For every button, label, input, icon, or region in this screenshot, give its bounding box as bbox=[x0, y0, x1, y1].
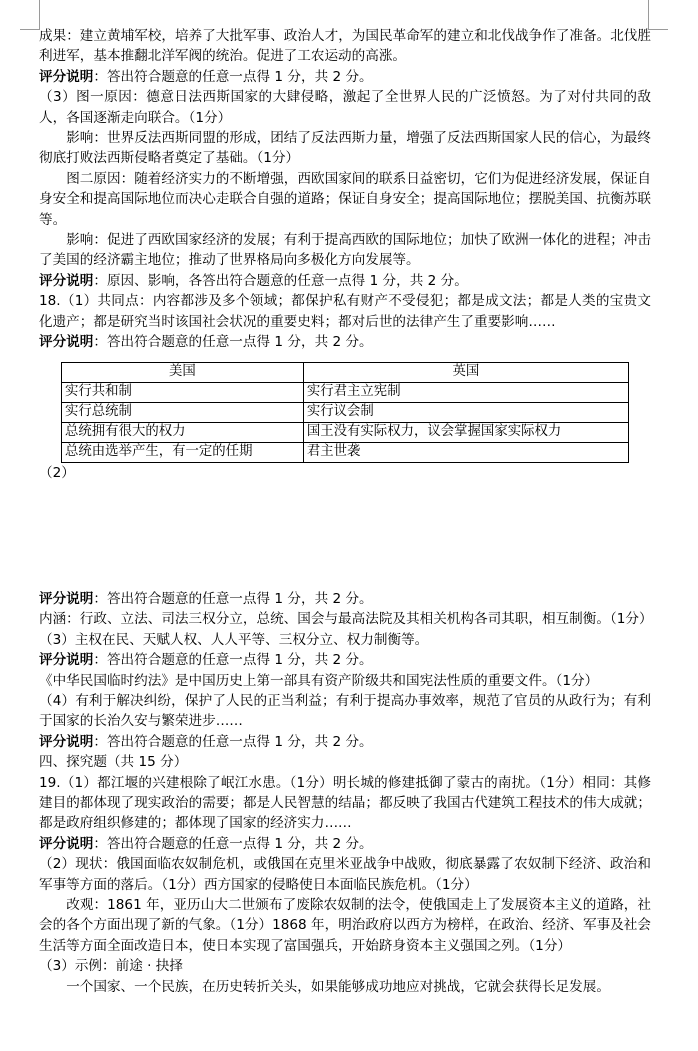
paragraph-text: 18.（1）共同点：内容都涉及多个领域；都保护私有财产不受侵犯；都是成文法；都是人类的宝贵文化遗产；都是研究当时该国社会状况的重要史料；都对后世的法律产生了重要影响…… bbox=[39, 293, 651, 330]
table-cell: 实行君主立宪制 bbox=[303, 382, 628, 402]
answer-paragraph bbox=[39, 230, 651, 271]
paragraph-text: （4）有利于解决纠纷，保护了人民的正当利益；有利于提高办事效率，规范了官员的从政行为；有利于国家的长治久安与繁荣进步…… bbox=[39, 692, 651, 730]
scoring-note-label: 评分说明 bbox=[39, 835, 94, 852]
answer-paragraph bbox=[39, 630, 651, 650]
paragraph-text: 《中华民国临时约法》是中国历史上第一部具有资产阶级共和国宪法性质的重要文件。（1分） bbox=[39, 672, 599, 689]
scoring-note-label: 评分说明 bbox=[39, 272, 94, 289]
scoring-note bbox=[39, 332, 651, 352]
scoring-note-label: 评分说明 bbox=[39, 733, 94, 750]
scoring-note-label: 评分说明 bbox=[39, 652, 94, 669]
answer-paragraph bbox=[39, 671, 651, 691]
answer-paragraph bbox=[39, 87, 651, 128]
table-row bbox=[62, 422, 629, 442]
scoring-note bbox=[39, 67, 651, 87]
paragraph-text: （3）示例：前途 · 抉择 bbox=[39, 958, 183, 975]
table-cell: 实行议会制 bbox=[303, 402, 628, 422]
scoring-note-label: 评分说明 bbox=[39, 334, 94, 351]
scoring-note bbox=[39, 271, 651, 291]
answer-section-bottom bbox=[39, 589, 651, 997]
paragraph-text: ：答出符合题意的任意一点得 1 分，共 2 分。 bbox=[93, 68, 373, 85]
answer-document bbox=[39, 26, 651, 997]
paragraph-text: 一个国家、一个民族，在历史转折关头，如果能够成功地应对挑战，它就会获得长足发展。 bbox=[66, 978, 610, 995]
table-row bbox=[62, 402, 629, 422]
blank-space bbox=[39, 483, 651, 589]
paragraph-text: 19.（1）都江堰的兴建根除了岷江水患。（1分）明长城的修建抵御了蒙古的南扰。（1分）相同：其修建目的都体现了现实政治的需要；都是人民智慧的结晶；都反映了我国古代建筑工程技术的伟大成就；都是政府组织修建的；都体现了国家的经济实力…… bbox=[39, 774, 651, 832]
answer-paragraph bbox=[39, 895, 651, 956]
table-caption: （2） bbox=[39, 464, 75, 481]
answer-paragraph bbox=[39, 291, 651, 332]
paragraph-text: 四、探究题（共 15 分） bbox=[39, 754, 188, 771]
crop-mark-top-right bbox=[648, 0, 668, 30]
paragraph-text: ：答出符合题意的任意一点得 1 分，共 2 分。 bbox=[93, 590, 373, 607]
paragraph-text: ：答出符合题意的任意一点得 1 分，共 2 分。 bbox=[93, 652, 373, 669]
answer-paragraph bbox=[39, 169, 651, 230]
scoring-note-label: 评分说明 bbox=[39, 68, 94, 85]
paragraph-text: 影响：世界反法西斯同盟的形成，团结了反法西斯力量，增强了反法西斯国家人民的信心，为最终彻底打败法西斯侵略者奠定了基础。（1分） bbox=[39, 130, 651, 167]
answer-paragraph bbox=[39, 128, 651, 169]
answer-paragraph bbox=[39, 773, 651, 834]
table-header-usa: 美国 bbox=[62, 362, 304, 382]
answer-paragraph bbox=[39, 691, 651, 732]
table-row bbox=[62, 382, 629, 402]
table-cell: 实行共和制 bbox=[62, 382, 304, 402]
table-cell: 总统由选举产生，有一定的任期 bbox=[62, 442, 304, 462]
answer-paragraph bbox=[39, 26, 651, 67]
answer-paragraph bbox=[39, 977, 651, 997]
answer-paragraph bbox=[39, 752, 651, 772]
paragraph-text: （3）主权在民、天赋人权、人人平等、三权分立、权力制衡等。 bbox=[39, 631, 429, 648]
paragraph-text: （3）图一原因：德意日法西斯国家的大肆侵略，激起了全世界人民的广泛愤怒。为了对付共同的敌人，各国逐渐走向联合。（1分） bbox=[39, 89, 651, 126]
scoring-note bbox=[39, 732, 651, 752]
scoring-note-label: 评分说明 bbox=[39, 590, 94, 607]
answer-paragraph bbox=[39, 956, 651, 976]
answer-section-top bbox=[39, 26, 651, 353]
paragraph-text: 图二原因：随着经济实力的不断增强，西欧国家间的联系日益密切，它们为促进经济发展，保证自身安全和提高国际地位而决心走联合自强的道路；保证自身安全；提高国际地位；摆脱美国、抗衡苏联等。 bbox=[39, 170, 651, 228]
scoring-note bbox=[39, 834, 651, 854]
paragraph-text: （2）现状：俄国面临农奴制危机，或俄国在克里米亚战争中战败，彻底暴露了农奴制下经济、政治和军事等方面的落后。（1分）西方国家的侵略使日本面临民族危机。（1分） bbox=[39, 856, 651, 893]
paragraph-text: 内涵：行政、立法、司法三权分立，总统、国会与最高法院及其相关机构各司其职，相互制衡。（1分） bbox=[39, 611, 653, 628]
paragraph-text: 改观：1861 年，亚历山大二世颁布了废除农奴制的法令，使俄国走上了发展资本主义的道路，社会的各个方面出现了新的气象。（1分）1868 年，明治政府以西方为榜样，在政治、经济、军事及社会生活等方面全面改造日本，使日本实现了富国强兵，开始跻身资本主义强国之列。（1分） bbox=[39, 897, 651, 954]
paragraph-text: ：原因、影响，各答出符合题意的任意一点得 1 分，共 2 分。 bbox=[93, 272, 468, 289]
paragraph-text: ：答出符合题意的任意一点得 1 分，共 2 分。 bbox=[93, 835, 373, 852]
crop-mark-top-left bbox=[20, 0, 40, 30]
paragraph-text: ：答出符合题意的任意一点得 1 分，共 2 分。 bbox=[93, 334, 373, 351]
comparison-table bbox=[61, 362, 629, 463]
table-cell: 君主世袭 bbox=[303, 442, 628, 462]
table-cell: 总统拥有很大的权力 bbox=[62, 422, 304, 442]
scoring-note bbox=[39, 589, 651, 609]
paragraph-text: ：答出符合题意的任意一点得 1 分，共 2 分。 bbox=[93, 733, 373, 750]
table-cell: 国王没有实际权力，议会掌握国家实际权力 bbox=[303, 422, 628, 442]
answer-paragraph bbox=[39, 854, 651, 895]
scoring-note bbox=[39, 650, 651, 670]
table-row bbox=[62, 442, 629, 462]
table-cell: 实行总统制 bbox=[62, 402, 304, 422]
table-header-uk: 英国 bbox=[303, 362, 628, 382]
answer-paragraph bbox=[39, 609, 651, 629]
table-header-row bbox=[62, 362, 629, 382]
paragraph-text: 影响：促进了西欧国家经济的发展；有利于提高西欧的国际地位；加快了欧洲一体化的进程；冲击了美国的经济霸主地位；推动了世界格局向多极化方向发展等。 bbox=[39, 232, 651, 269]
paragraph-text: 成果：建立黄埔军校，培养了大批军事、政治人才，为国民革命军的建立和北伐战争作了准备。北伐胜利进军，基本推翻北洋军阀的统治。促进了工农运动的高涨。 bbox=[39, 28, 651, 65]
